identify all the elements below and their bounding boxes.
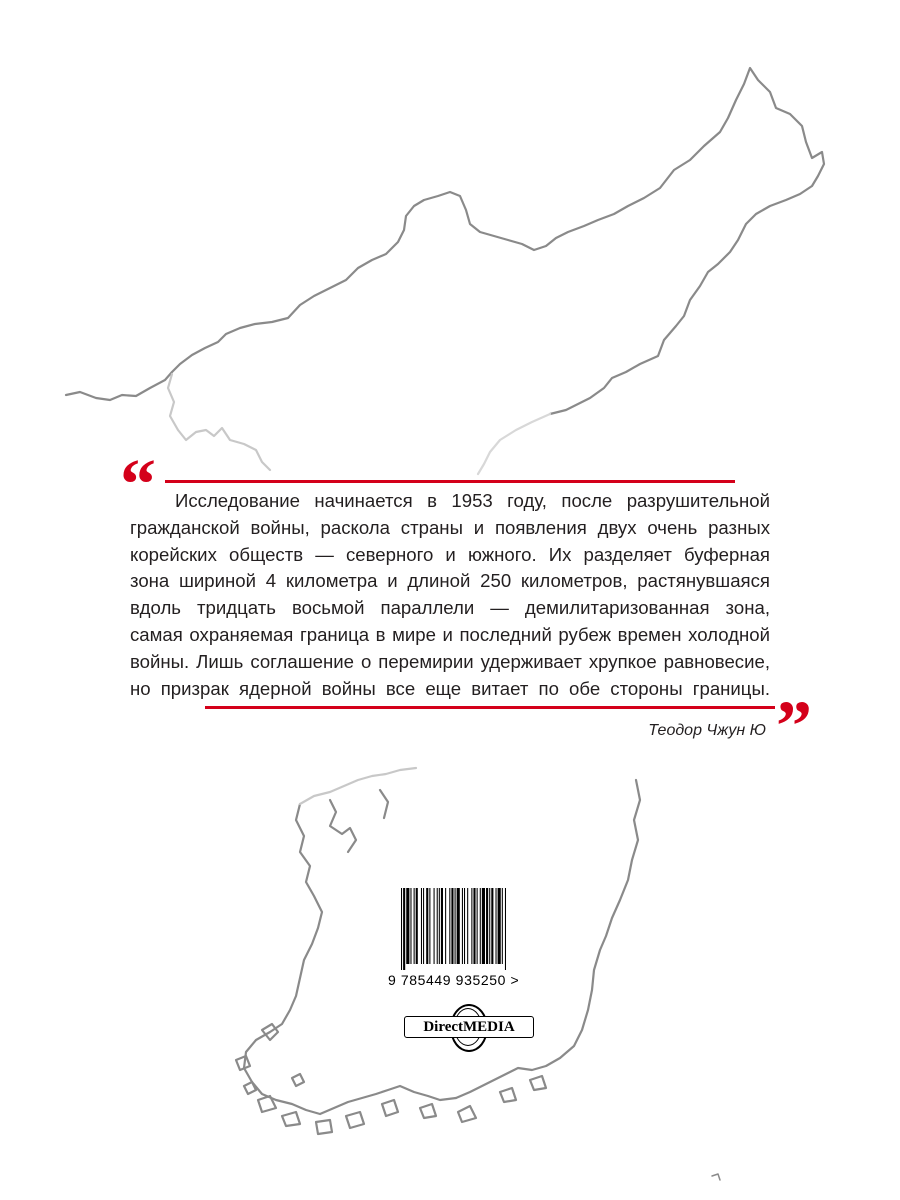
island-5 — [316, 1120, 332, 1134]
quote-line: войны. Лишь соглашение о перемирии удерживает хрупкое равновесие, — [130, 650, 770, 672]
quote-line: корейских обществ — северного и южного. Их разделяет буферная — [130, 543, 770, 565]
island-11 — [530, 1076, 546, 1090]
quote-body — [130, 488, 770, 702]
south-coast-detail-1 — [330, 800, 356, 852]
quote-author: Теодор Чжун Ю — [648, 722, 766, 739]
quote-line: но призрак ядерной войны все еще витает по обе стороны границы. — [130, 677, 770, 699]
island-14 — [712, 1174, 720, 1180]
quote-line: вдоль тридцать восьмой параллели — демилитаризованная зона, — [130, 597, 770, 619]
island-13 — [292, 1074, 304, 1086]
barcode-digits: 9 785449 935250 > — [388, 972, 520, 988]
island-4 — [282, 1112, 300, 1126]
island-8 — [420, 1104, 436, 1118]
open-quote-mark: “ — [120, 444, 156, 524]
quote-bottom-rule — [205, 706, 775, 709]
south-coast-detail-2 — [380, 790, 388, 818]
south-outline-north — [300, 768, 416, 804]
quote-line: гражданской войны, раскола страны и появления двух очень разных — [130, 516, 770, 538]
quote-top-rule — [165, 480, 735, 483]
quote-line: самая охраняемая граница в мире и последний рубеж времен холодной — [130, 623, 770, 645]
island-9 — [458, 1106, 476, 1122]
north-coast-east — [478, 414, 550, 474]
north-coast-west — [168, 374, 270, 470]
publisher-logo: DirectMEDIA — [404, 1016, 534, 1038]
island-2 — [236, 1056, 250, 1070]
island-6 — [346, 1112, 364, 1128]
island-10 — [500, 1088, 516, 1102]
barcode-icon — [399, 888, 547, 970]
island-7 — [382, 1100, 398, 1116]
north-border-outline — [66, 68, 824, 414]
close-quote-mark: ” — [776, 686, 812, 766]
quote-line: зона шириной 4 километра и длиной 250 километров, растянувшаяся — [130, 570, 770, 592]
quote-line: Исследование начинается в 1953 году, после разрушительной — [175, 490, 770, 511]
